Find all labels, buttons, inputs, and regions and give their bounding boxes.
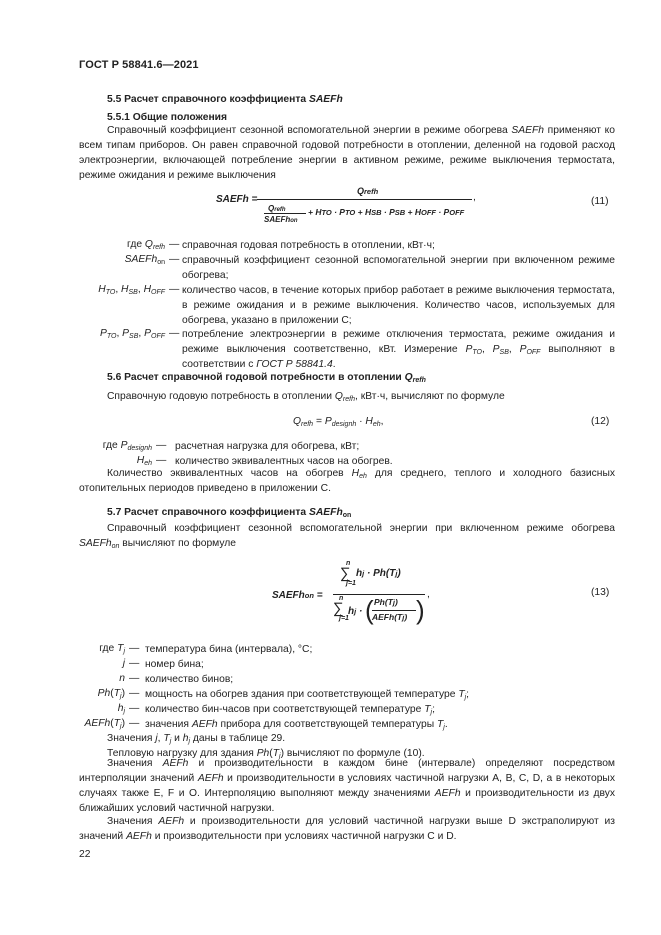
paragraph-extrapolation: Значения AEFh и производительности для условий частичной нагрузки выше D экстраполируют из значений AEFh и производительности при условиях частичной нагрузки С и D. xyxy=(79,816,615,842)
formula-12: $Q_{refh} = P_{designh} \cdot H_{eh}$, xyxy=(293,416,384,428)
page-number: 22 xyxy=(79,849,91,860)
paragraph-interpolation: Значения AEFh и производительности в каждом бине (интервале) определяют посредством интерполяции значений AEFh и производительности в условиях частичной нагрузки A, B, C, D, а в некоторых случаях также E, F и О. Интерполяцию выполняют между значениями AEFh и производительности из двух ближайших условий частичной нагрузки. xyxy=(79,758,616,814)
equation-number-11: (11) xyxy=(591,196,609,207)
subsection-heading-5-5-1: 5.5.1 Общие положения xyxy=(107,112,227,123)
equation-number-13: (13) xyxy=(591,587,610,598)
paragraph-5-5-1: Справочный коэффициент сезонной вспомогательной энергии в режиме обогрева SAEFh применяют ко всем типам приборов. Он равен справочной годовой потребности в отоплении, деленной на годовой расход электроэнергии, включающей потребление энергии в активном режиме, режиме выключения термостата, режиме ожидания и режиме выключения xyxy=(79,125,616,181)
paragraph-5-6: Справочную годовую потребность в отоплении $Q_{refh}$, кВт·ч, вычисляют по формуле xyxy=(107,391,505,403)
paragraph-5-7: Справочный коэффициент сезонной вспомогательной энергии при включенном режиме обогрева SAEFh$_{on}$ вычисляют по формуле xyxy=(79,523,615,550)
section-heading-5-7: 5.7 Расчет справочного коэффициента SAEFh$_{on}$ xyxy=(107,507,352,519)
paragraph-5-6-note: Количество эквивалентных часов на обогрев $H_{eh}$ для среднего, теплого и холодного базисных отопительных периодов приведено в приложении С. xyxy=(79,468,615,494)
document-page: ГОСТ Р 58841.6—2021 5.5 Расчет справочного коэффициента SAEFh 5.5.1 Общие положения Справочный коэффициент сезонной вспомогательной энергии в режиме обогрева SAEFh применяют ко всем типам приборов. Он равен справочной годовой потребности в отоплении, деленной на годовой расход электроэнергии, включающей потребление энергии в активном режиме, режиме выключения термостата, режиме ожидания и режиме выключения SAEFh = Qrefh Qrefh SAEFhon + HTO · PTO + HSB · PSB + HOFF · POFF , (11) где $Q_{refh}$ — справочная годовая потребность в отоплении, кВт·ч; SAEFh$_{on}$ — справочный коэффициент сезонной вспомогательной энергии при включенном режиме обогрева; $H_{TO}$, $H_{SB}$, $H_{OFF}$ — количество часов, в течение которых прибор работает в режиме выключения термостата, в режиме ожидания и в режиме выключения. Количество часов, используемых для обогрева, указано в приложении С; $P_{TO}$, $P_{SB}$, $P_{OFF}$ — потребление электроэнергии в режиме отключения термостата, режиме ожидания и режиме выключения соответственно, кВт. Измерение $P_{TO}$, $P_{SB}$, $P_{OFF}$ выполняют в соответствии с ГОСТ Р 58841.4. 5.6 Расчет справочной годовой потребности в отоплении $Q_{refh}$ Справочную годовую потребность в отоплении $Q_{refh}$, кВт·ч, вычисляют по формуле $Q_{refh} = P_{designh} \cdot H_{eh}$, (12) где $P_{designh}$ — расчетная нагрузка для обогрева, кВт; $H_{eh}$ — количество эквивалентных часов на обогрев. Количество эквивалентных часов на обогрев $H_{eh}$ для среднего, теплого и холодного базисных отопительных периодов приведено в приложении С. 5.7 Расчет справочного коэффициента SAEFh$_{on}$ Справочный коэффициент сезонной вспомогательной энергии при включенном режиме обогрева SAEFh$_{on}$ вычисляют по формуле SAEFhon = n ∑ j=1 hj · Ph(Tj) n ∑ j=1 hj · ( Ph(Tj) AEFh(Tj) ) , (13) где $T_j$ — температура бина (интервала), °С; j — номер бина; n — количество бинов; $Ph(T_j)$ — мощность на обогрев здания при соответствующей температуре $T_j$; $h_j$ — количество бин-часов при соответствующей температуре $T_j$; $AEFh(T_j)$ — значения AEFh прибора для соответствующей температуры $T_j$. Значения j, $T_j$ и $h_j$ даны в таблице 29. Тепловую нагрузку для здания $Ph(T_j)$ вычисляют по формуле (10). Значения AEFh и производительности в каждом бине (интервале) определяют посредством интерполяции значений AEFh и производительности в условиях частичной нагрузки A, B, C, D, а в некоторых случаях также E, F и О. Интерполяцию выполняют между значениями AEFh и производительности из двух ближайших условий частичной нагрузки. Значения AEFh и производительности для условий частичной нагрузки выше D экстраполируют из значений AEFh и производительности при условиях частичной нагрузки С и D. 22 xyxy=(79,59,616,860)
note-table-29: Значения j, $T_j$ и $h_j$ даны в таблице 29. xyxy=(107,733,286,745)
section-heading-5-5: 5.5 Расчет справочного коэффициента SAEFh xyxy=(107,94,343,105)
note-formula-10: Тепловую нагрузку для здания $Ph(T_j)$ вычисляют по формуле (10). xyxy=(107,748,425,760)
section-heading-5-6: 5.6 Расчет справочной годовой потребности в отоплении $Q_{refh}$ xyxy=(107,372,426,384)
equation-number-12: (12) xyxy=(591,416,610,427)
document-header: ГОСТ Р 58841.6—2021 xyxy=(79,59,199,71)
